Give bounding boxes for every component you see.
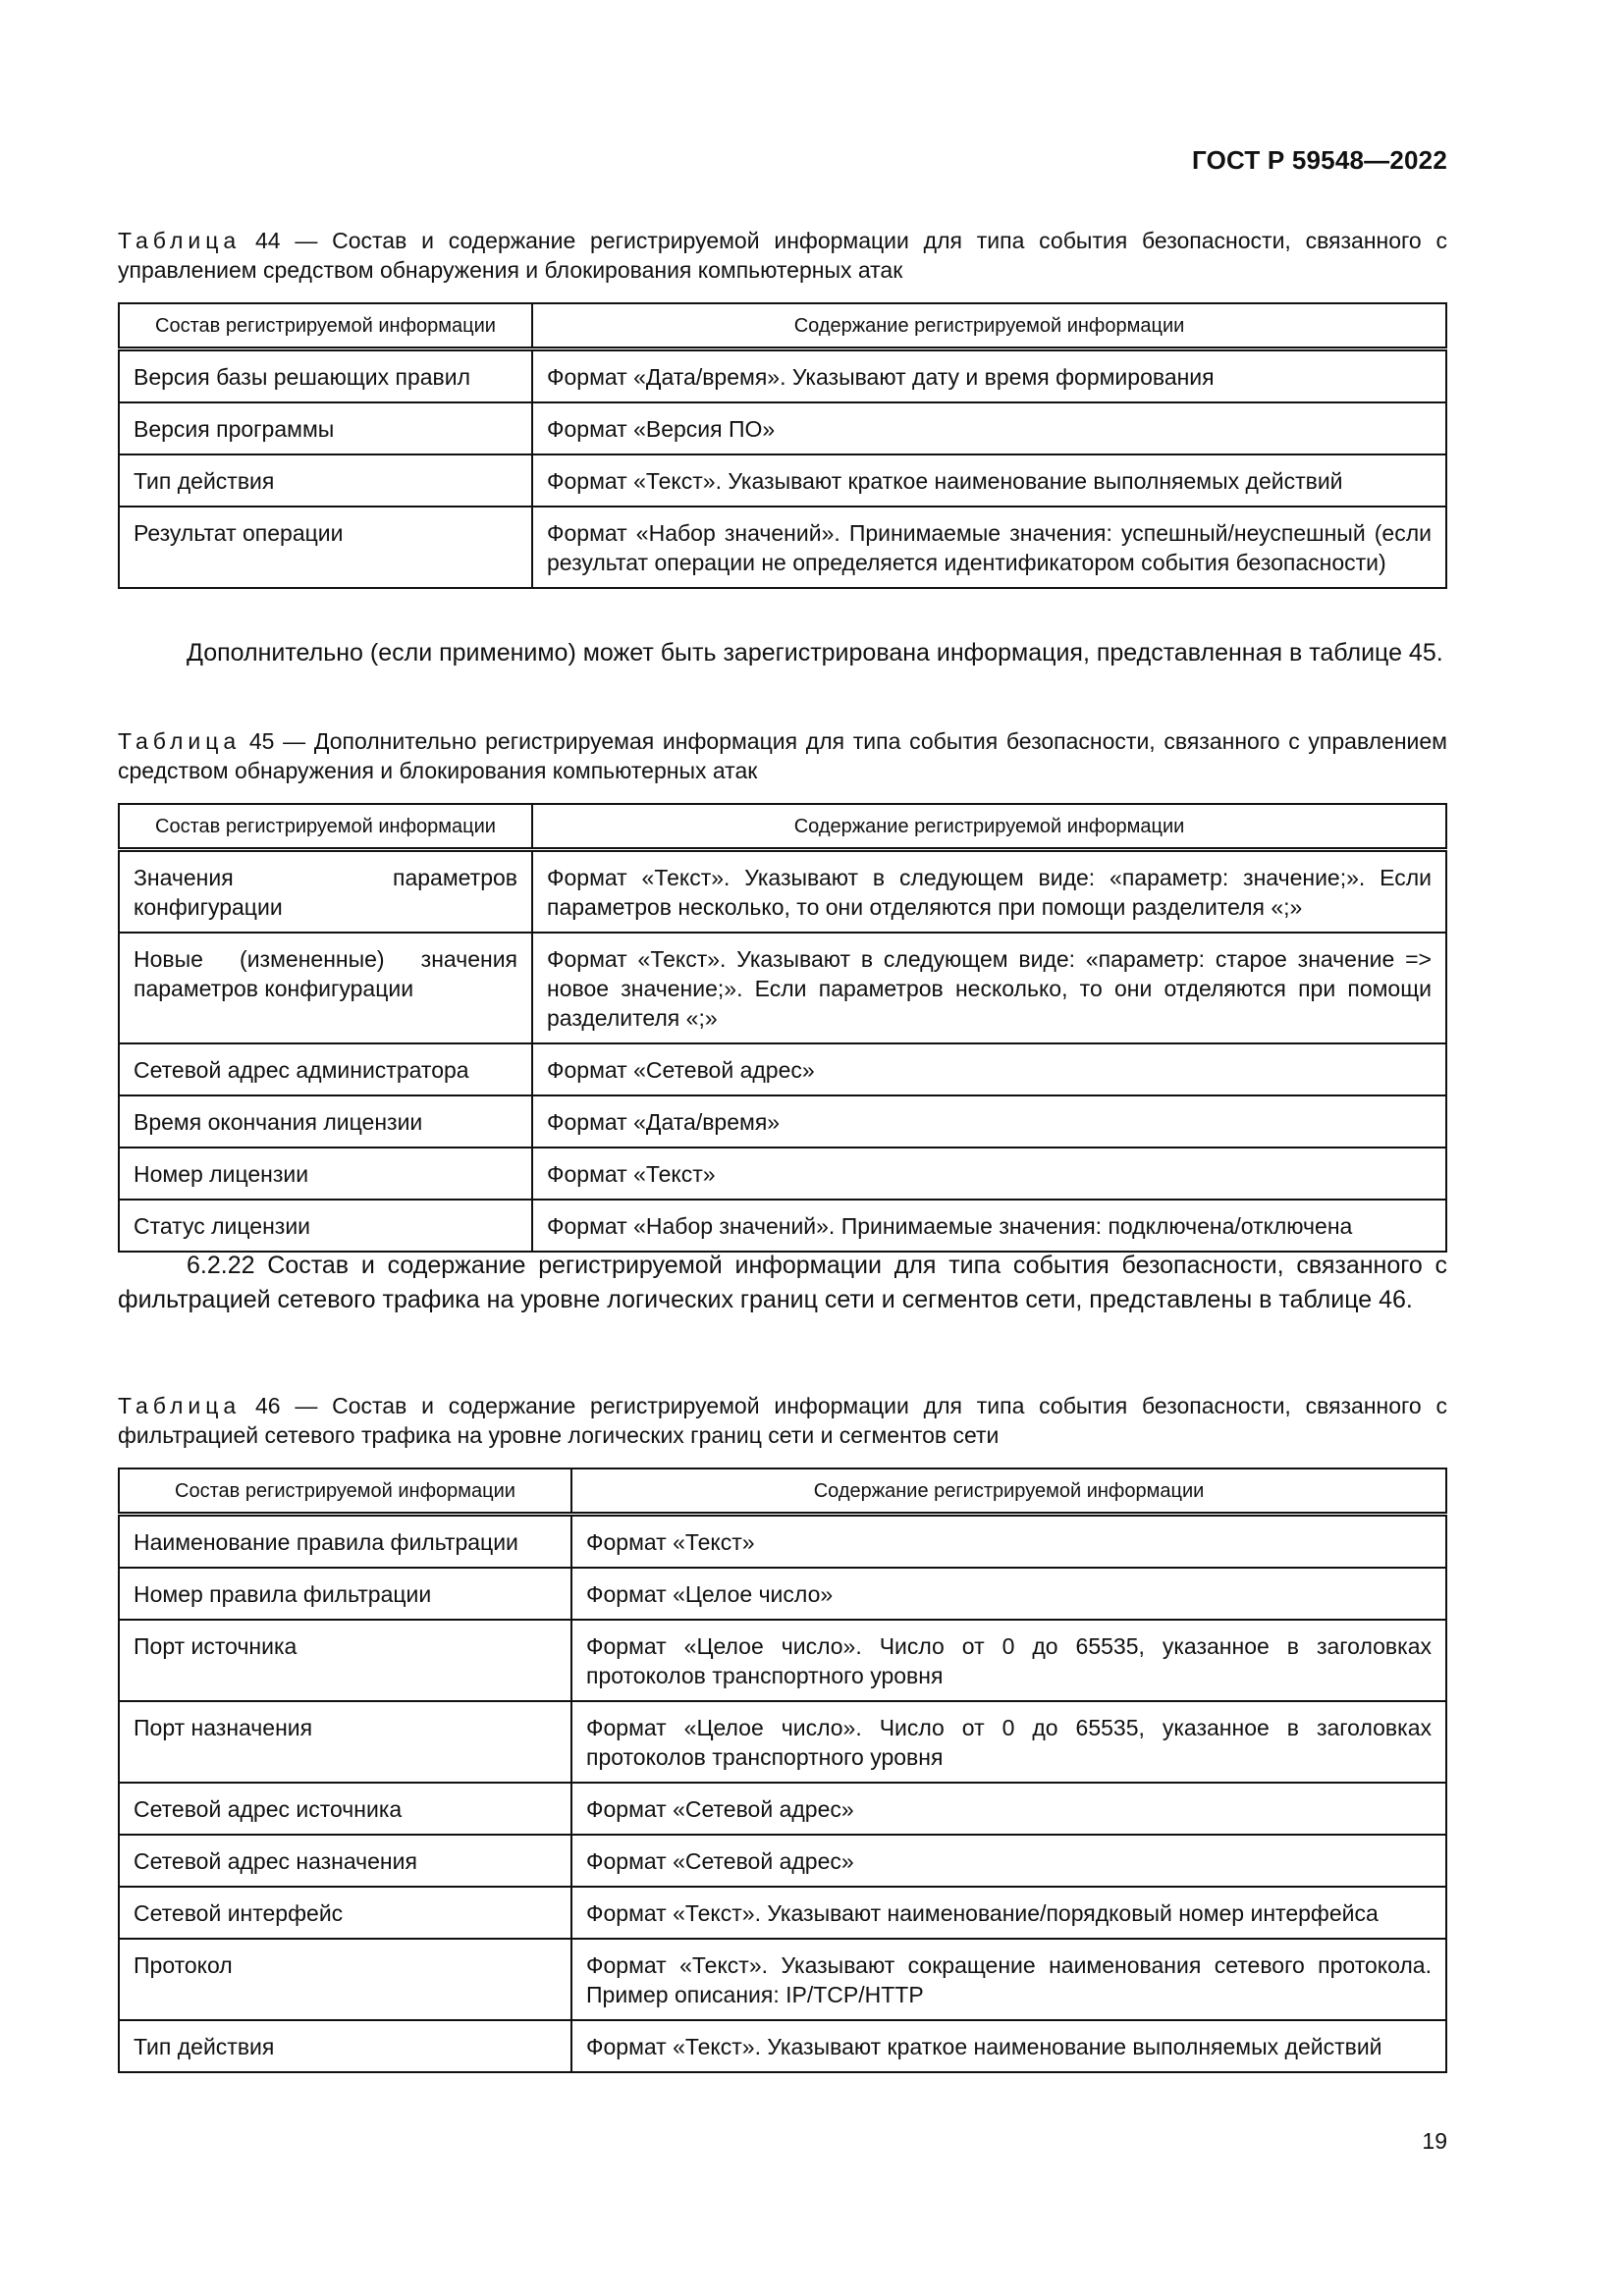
row-field-name: Тип действия [119, 2020, 571, 2072]
column-header-composition: Состав регистрируемой информации [119, 303, 532, 349]
table-44-caption-label: Таблица [118, 228, 242, 253]
row-field-name: Номер правила фильтрации [119, 1568, 571, 1620]
row-field-name: Сетевой адрес источника [119, 1783, 571, 1835]
row-field-content: Формат «Текст». Указывают наименование/порядковый номер интерфейса [571, 1887, 1446, 1939]
column-header-composition: Состав регистрируемой информации [119, 804, 532, 850]
table-44 [118, 302, 1447, 589]
row-field-name: Сетевой интерфейс [119, 1887, 571, 1939]
table-row [119, 2020, 1446, 2072]
row-field-content: Формат «Сетевой адрес» [532, 1043, 1446, 1095]
column-header-composition: Состав регистрируемой информации [119, 1468, 571, 1515]
table-row [119, 1568, 1446, 1620]
row-field-name: Сетевой адрес назначения [119, 1835, 571, 1887]
row-field-content: Формат «Текст». Указывают краткое наименование выполняемых действий [532, 454, 1446, 507]
row-field-content: Формат «Дата/время». Указывают дату и время формирования [532, 349, 1446, 403]
table-row [119, 1515, 1446, 1569]
table-row [119, 454, 1446, 507]
table-45-caption [118, 726, 1447, 785]
row-field-content: Формат «Сетевой адрес» [571, 1783, 1446, 1835]
table-row [119, 402, 1446, 454]
row-field-name: Версия базы решающих правил [119, 349, 532, 403]
table-row [119, 1200, 1446, 1252]
row-field-name: Результат операции [119, 507, 532, 588]
table-45 [118, 803, 1447, 1253]
table-row [119, 349, 1446, 403]
table-44-caption-text: 44 — Состав и содержание регистрируемой информации для типа события безопасности, связанного с управлением средством обнаружения и блокирования компьютерных атак [118, 228, 1447, 283]
row-field-content: Формат «Текст». Указывают сокращение наименования сетевого протокола. Пример описания: IP/TCP/HTTP [571, 1939, 1446, 2020]
table-row [119, 1620, 1446, 1701]
row-field-name: Сетевой адрес администратора [119, 1043, 532, 1095]
row-field-name: Статус лицензии [119, 1200, 532, 1252]
paragraph-additional-info: Дополнительно (если применимо) может быть зарегистрирована информация, представленная в таблице 45. [187, 639, 1443, 667]
row-field-content: Формат «Текст». Указывают в следующем виде: «параметр: значение;». Если параметров несколько, то они отделяются при помощи разделителя «;» [532, 850, 1446, 934]
row-field-content: Формат «Целое число». Число от 0 до 65535, указанное в заголовках протоколов транспортного уровня [571, 1620, 1446, 1701]
table-46-caption-text: 46 — Состав и содержание регистрируемой информации для типа события безопасности, связанного с фильтрацией сетевого трафика на уровне логических границ сети и сегментов сети [118, 1393, 1447, 1448]
row-field-name: Наименование правила фильтрации [119, 1515, 571, 1569]
table-row [119, 1043, 1446, 1095]
table-row [119, 1095, 1446, 1148]
table-row [119, 1148, 1446, 1200]
table-row [119, 850, 1446, 934]
table-row [119, 1783, 1446, 1835]
table-header-row [119, 804, 1446, 850]
row-field-content: Формат «Текст» [532, 1148, 1446, 1200]
table-row [119, 1835, 1446, 1887]
table-46 [118, 1468, 1447, 2073]
row-field-content: Формат «Целое число». Число от 0 до 65535, указанное в заголовках протоколов транспортного уровня [571, 1701, 1446, 1783]
column-header-content: Содержание регистрируемой информации [532, 303, 1446, 349]
column-header-content: Содержание регистрируемой информации [532, 804, 1446, 850]
table-44-caption [118, 226, 1447, 285]
column-header-content: Содержание регистрируемой информации [571, 1468, 1446, 1515]
paragraph-section-6-2-22: 6.2.22 Состав и содержание регистрируемой информации для типа события безопасности, связанного с фильтрацией сетевого трафика на уровне логических границ сети и сегментов сети, представлены в таблице 46. [118, 1252, 1447, 1313]
table-header-row [119, 303, 1446, 349]
row-field-content: Формат «Набор значений». Принимаемые значения: подключена/отключена [532, 1200, 1446, 1252]
row-field-content: Формат «Набор значений». Принимаемые значения: успешный/неуспешный (если результат операции не определяется идентификатором события безопасности) [532, 507, 1446, 588]
row-field-content: Формат «Сетевой адрес» [571, 1835, 1446, 1887]
row-field-name: Время окончания лицензии [119, 1095, 532, 1148]
page-number: 19 [1422, 2128, 1447, 2154]
row-field-content: Формат «Текст». Указывают краткое наименование выполняемых действий [571, 2020, 1446, 2072]
row-field-name: Версия программы [119, 402, 532, 454]
table-45-caption-label: Таблица [118, 728, 242, 754]
table-row [119, 933, 1446, 1043]
row-field-content: Формат «Текст» [571, 1515, 1446, 1569]
table-row [119, 1701, 1446, 1783]
table-45-caption-text: 45 — Дополнительно регистрируемая информация для типа события безопасности, связанного с управлением средством обнаружения и блокирования компьютерных атак [118, 728, 1447, 783]
row-field-content: Формат «Текст». Указывают в следующем виде: «параметр: старое значение => новое значение;». Если параметров несколько, то они отделяются при помощи разделителя «;» [532, 933, 1446, 1043]
table-row [119, 507, 1446, 588]
row-field-name: Значения параметров конфигурации [119, 850, 532, 934]
row-field-name: Порт назначения [119, 1701, 571, 1783]
table-header-row [119, 1468, 1446, 1515]
row-field-name: Порт источника [119, 1620, 571, 1701]
table-row [119, 1939, 1446, 2020]
row-field-name: Новые (измененные) значения параметров конфигурации [119, 933, 532, 1043]
row-field-name: Тип действия [119, 454, 532, 507]
row-field-content: Формат «Версия ПО» [532, 402, 1446, 454]
document-code: ГОСТ Р 59548—2022 [1192, 145, 1447, 175]
row-field-content: Формат «Дата/время» [532, 1095, 1446, 1148]
row-field-name: Номер лицензии [119, 1148, 532, 1200]
table-46-caption-label: Таблица [118, 1393, 242, 1418]
table-row [119, 1887, 1446, 1939]
row-field-content: Формат «Целое число» [571, 1568, 1446, 1620]
row-field-name: Протокол [119, 1939, 571, 2020]
table-46-caption [118, 1391, 1447, 1450]
